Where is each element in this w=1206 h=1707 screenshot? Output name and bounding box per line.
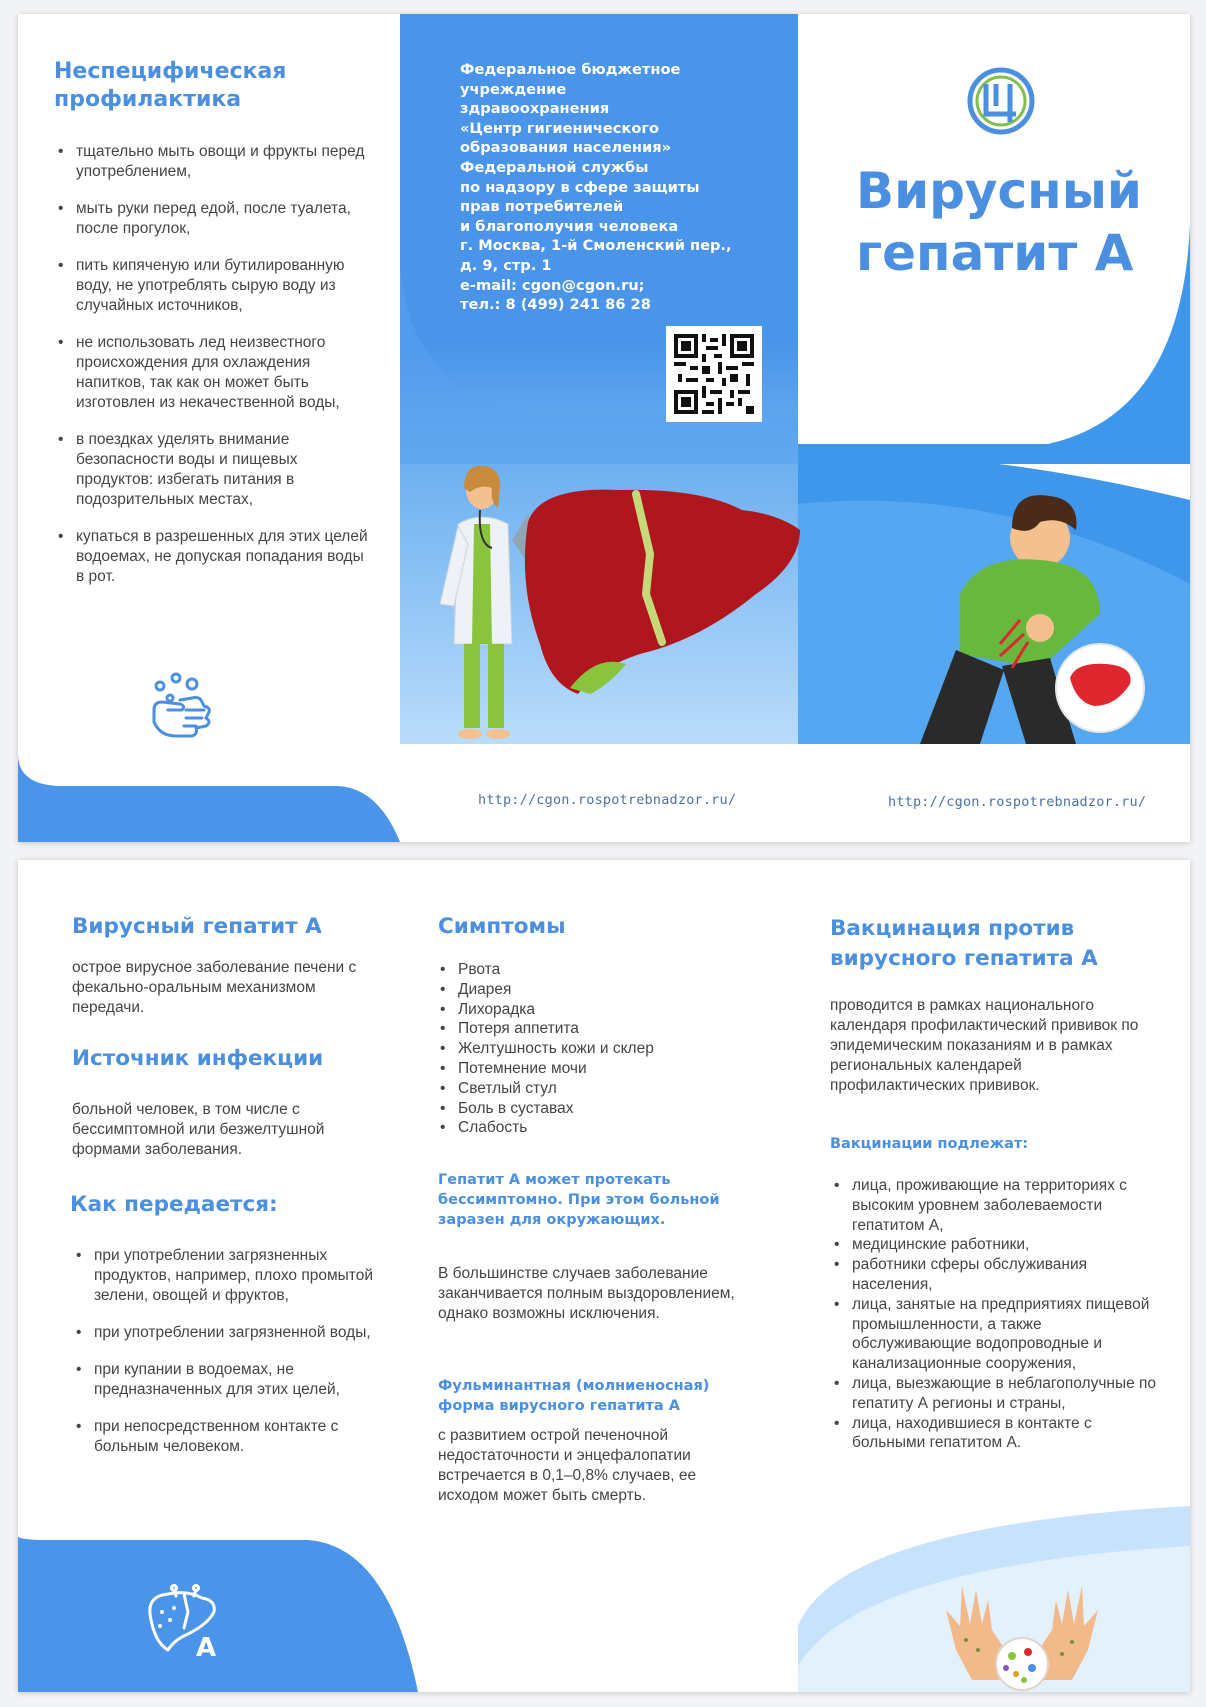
symptom-item: • Слабость [438, 1118, 768, 1138]
transmission-list [74, 1246, 392, 1457]
organization-info [460, 60, 760, 315]
prevention-item: • купаться в разрешенных для этих целей водоемах, не допуская попадания воды в рот. [56, 527, 376, 587]
disease-text: острое вирусное заболевание печени с фекально-оральным механизмом передачи. [72, 959, 357, 1016]
symptom-item: • Светлый стул [438, 1079, 768, 1099]
organization-line: прав потребителей [460, 198, 624, 216]
site-url-right[interactable]: http://cgon.rospotrebnadzor.ru/ [888, 794, 1147, 810]
vaccination-item: • лица, проживающие на территориях с высоким уровнем заболеваемости гепатитом А, [832, 1176, 1162, 1235]
organization-line: тел.: 8 (499) 241 86 28 [460, 296, 651, 314]
symptom-item: • Диарея [438, 980, 768, 1000]
site-url-middle[interactable]: http://cgon.rospotrebnadzor.ru/ [478, 792, 737, 808]
symptom-item: • Желтушность кожи и склер [438, 1039, 768, 1059]
prevention-item: • мыть руки перед едой, после туалета, после прогулок, [56, 199, 376, 239]
symptom-item: • Боль в суставах [438, 1099, 768, 1119]
prevention-item: • пить кипяченую или бутилированную воду, не употреблять сырую воду из случайных источников, [56, 256, 376, 316]
brochure-front [18, 14, 1190, 842]
symptom-item: • Потеря аппетита [438, 1019, 768, 1039]
vaccination-item: • медицинские работники, [832, 1235, 1162, 1255]
vaccination-column [798, 860, 1190, 1692]
transmission-item: • при употреблении загрязненных продуктов, например, плохо промытой зелени, овощей и фруктов, [74, 1246, 392, 1306]
vaccination-item: • лица, находившиеся в контакте с больными гепатитом А. [832, 1414, 1162, 1454]
virus-hepatitis-icon [144, 1584, 224, 1660]
vaccination-item: • лица, выезжающие в неблагополучные по гепатиту А регионы и страны, [832, 1374, 1162, 1414]
symptom-item: • Рвота [438, 960, 768, 980]
symptoms-column [400, 860, 798, 1692]
disease-title: Вирусный гепатит А [72, 914, 322, 939]
symptom-item: • Лихорадка [438, 1000, 768, 1020]
cover-title-line1: Вирусный [856, 162, 1142, 220]
transmission-title: Как передается: [70, 1192, 278, 1217]
organization-line: здравоохранения [460, 100, 610, 118]
organization-line: «Центр гигиенического [460, 119, 659, 137]
hepatitis-badge-letter: A [196, 1633, 217, 1660]
symptom-item: • Потемнение мочи [438, 1059, 768, 1079]
organization-line: Федеральной службы [460, 158, 649, 176]
organization-line: e-mail: cgon@cgon.ru; [460, 276, 645, 294]
cover-panel [798, 14, 1190, 842]
cover-title [856, 160, 1186, 284]
outcome-text: В большинстве случаев заболевание заканчивается полным выздоровлением, однако возможны исключения. [438, 1265, 735, 1322]
cover-title-line2: гепатит А [856, 224, 1134, 282]
organization-line: Федеральное бюджетное [460, 61, 681, 78]
handwash-icon [146, 670, 222, 742]
fulminant-title: Фульминантная (молниеносная) форма вирусного гепатита А [438, 1378, 710, 1414]
prevention-panel [18, 14, 400, 842]
organization-line: по надзору в сфере защиты [460, 178, 700, 196]
asymptomatic-note: Гепатит А может протекать бессимптомно. При этом больной заразен для окружающих. [438, 1172, 720, 1228]
vaccination-item: • работники сферы обслуживания населения, [832, 1255, 1162, 1295]
organization-line: образования населения» [460, 139, 672, 157]
vaccination-item: • лица, занятые на предприятиях пищевой промышленности, а также обслуживающие водопроводные и канализационные сооружения, [832, 1295, 1162, 1374]
fulminant-text: с развитием острой печеночной недостаточности и энцефалопатии встречается в 0,1–0,8% случаев, ее исходом может быть смерть. [438, 1427, 697, 1504]
prevention-list [56, 142, 376, 587]
transmission-item: • при употреблении загрязненной воды, [74, 1323, 392, 1343]
organization-line: д. 9, стр. 1 [460, 256, 552, 274]
vaccination-title: Вакцинация против вирусного гепатита А [830, 916, 1098, 971]
source-text: больной человек, в том числе с бессимптомной или безжелтушной формами заболевания. [72, 1101, 325, 1158]
dirty-hands-illustration [932, 1580, 1112, 1692]
vaccination-text: проводится в рамках национального календаря профилактический прививок по эпидемическим показаниям и в рамках региональных календарей профилактических прививок. [830, 997, 1139, 1094]
organization-line: г. Москва, 1-й Смоленский пер., [460, 237, 732, 255]
info-column [18, 860, 400, 1692]
symptoms-list [438, 960, 768, 1138]
organization-line: и благополучия человека [460, 217, 679, 235]
source-title: Источник инфекции [72, 1046, 324, 1071]
transmission-item: • при непосредственном контакте с больным человеком. [74, 1417, 392, 1457]
cgon-logo [966, 66, 1036, 136]
prevention-item: • в поездках уделять внимание безопасности воды и пищевых продуктов: избегать питания в подозрительных местах, [56, 430, 376, 510]
vaccination-list [832, 1176, 1162, 1453]
organization-line: учреждение [460, 80, 567, 98]
prevention-title: Неспецифическая профилактика [54, 59, 287, 112]
corner-wave-left [18, 754, 400, 842]
transmission-item: • при купании в водоемах, не предназначенных для этих целей, [74, 1360, 392, 1400]
brochure-back [18, 860, 1190, 1692]
vaccination-subtitle: Вакцинации подлежат: [830, 1136, 1029, 1152]
qr-code[interactable] [666, 326, 762, 422]
liver-illustration [525, 490, 800, 694]
prevention-item: • не использовать лед неизвестного происхождения для охлаждения напитков, так как он может быть изготовлен из некачественной воды, [56, 333, 376, 413]
prevention-item: • тщательно мыть овощи и фрукты перед употреблением, [56, 142, 376, 182]
symptoms-title: Симптомы [438, 914, 566, 939]
